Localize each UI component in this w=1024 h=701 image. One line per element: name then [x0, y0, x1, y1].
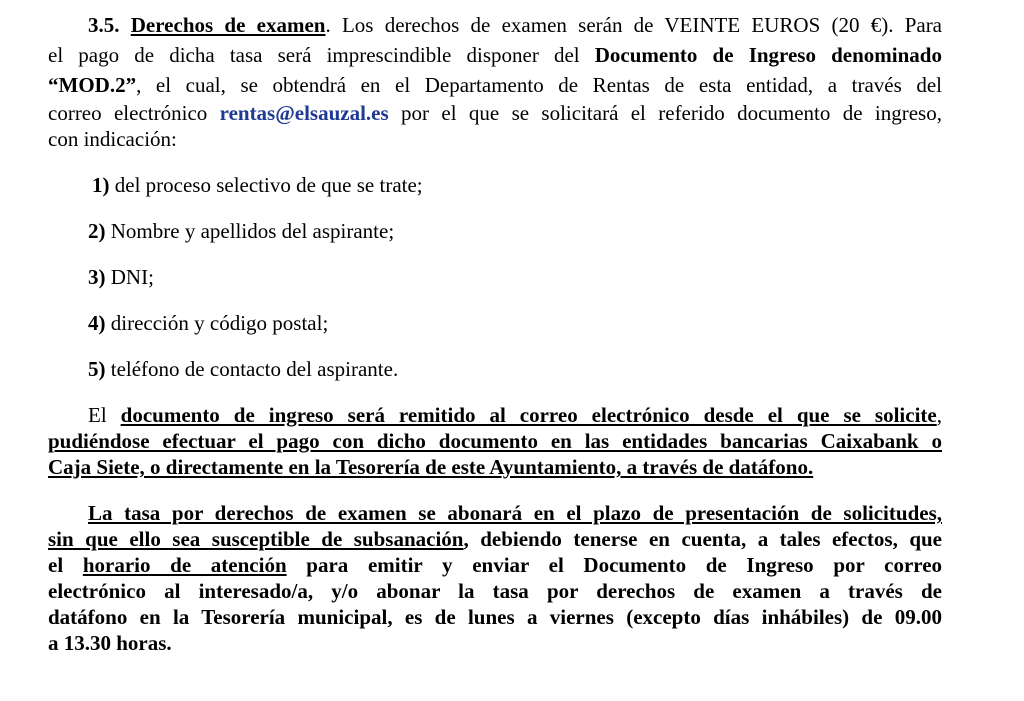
list-item: 5) teléfono de contacto del aspirante.	[88, 357, 399, 381]
list-item: 2) Nombre y apellidos del aspirante;	[88, 219, 395, 243]
p1-line-3: “MOD.2”, el cual, se obtendrá en el Departamento de Rentas de esta entidad, a través del	[48, 73, 942, 97]
p1-line-5: con indicación:	[48, 127, 177, 151]
email-link[interactable]: rentas@elsauzal.es	[219, 101, 389, 125]
section-heading: Derechos de examen	[130, 13, 326, 37]
section-number: 3.5.	[88, 13, 120, 37]
p1-line-4: correo electrónico rentas@elsauzal.es por el que se solicitará el referido documento de ingreso,	[48, 101, 942, 125]
p2-line-2: pudiéndose efectuar el pago con dicho documento en las entidades bancarias Caixabank o	[48, 429, 942, 453]
p3-line-3: el horario de atención para emitir y enviar el Documento de Ingreso por correo	[48, 553, 943, 577]
list-item: 1) del proceso selectivo de que se trate;	[92, 173, 423, 197]
p3-line-2: sin que ello sea susceptible de subsanación, debiendo tenerse en cuenta, a tales efectos, que	[48, 527, 943, 551]
p3-line-1: La tasa por derechos de examen se abonará en el plazo de presentación de solicitudes,	[88, 501, 942, 525]
p2-line-3: Caja Siete, o directamente en la Tesorería de este Ayuntamiento, a través de datáfono.	[48, 455, 814, 479]
p2-line-1: El documento de ingreso será remitido al correo electrónico desde el que se solicite,	[88, 403, 942, 427]
p3-line-4: electrónico al interesado/a, y/o abonar la tasa por derechos de examen a través de	[48, 579, 942, 603]
p1-line-2: el pago de dicha tasa será imprescindible disponer del Documento de Ingreso denominado	[48, 43, 942, 67]
p3-line-5: datáfono en la Tesorería municipal, es de lunes a viernes (excepto días inhábiles) de 09.00	[48, 605, 942, 629]
p1-line-1: 3.5. Derechos de examen. Los derechos de examen serán de VEINTE EUROS (20 €). Para	[88, 13, 943, 37]
list-item: 3) DNI;	[88, 265, 154, 289]
list-item: 4) dirección y código postal;	[88, 311, 329, 335]
p3-line-6: a 13.30 horas.	[48, 631, 172, 655]
